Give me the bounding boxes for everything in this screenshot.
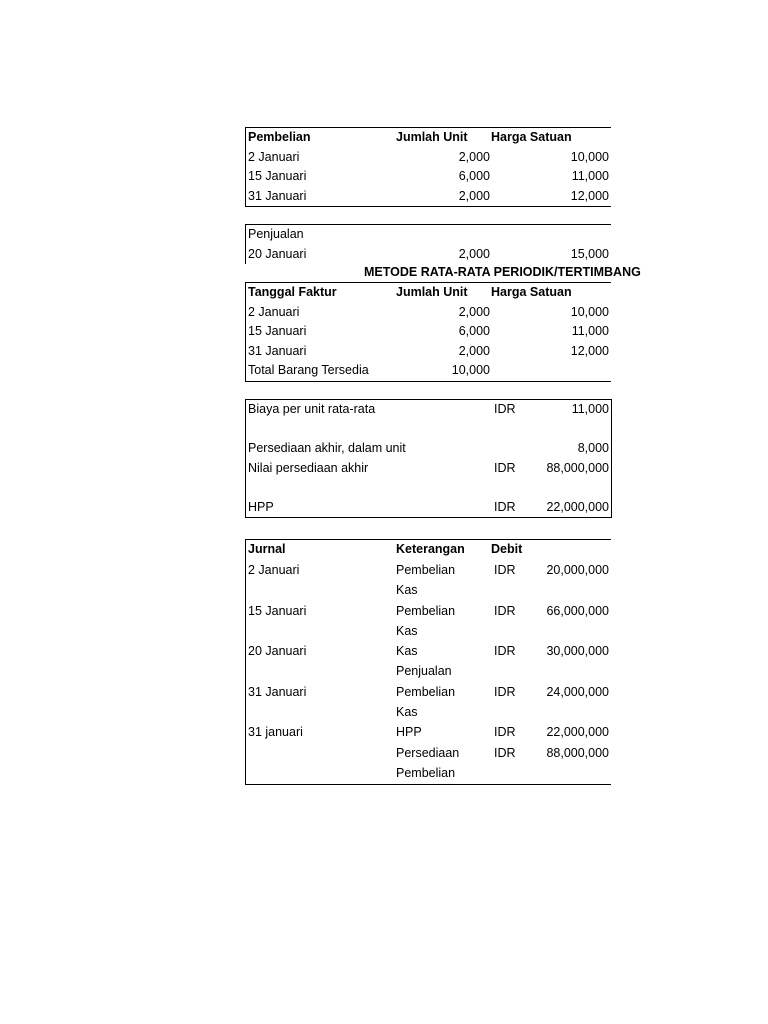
jurnal-header-row: [246, 540, 611, 561]
row-debit: 22,000,000: [546, 725, 609, 740]
row-date: 15 Januari: [248, 169, 307, 183]
table-row: [246, 187, 611, 207]
biaya-currency: IDR: [494, 402, 516, 416]
row-unit: 2,000: [458, 246, 490, 261]
empty-row: [246, 478, 611, 498]
header-debit: Debit: [491, 542, 523, 556]
total-row: [246, 361, 611, 381]
row-unit: 6,000: [458, 169, 490, 183]
table-row: [246, 245, 611, 265]
row-ket: Kas: [396, 705, 418, 720]
table-row: [246, 602, 611, 622]
header-tanggal-faktur: Tanggal Faktur: [248, 285, 337, 299]
row-ket: Persediaan: [396, 745, 460, 760]
row-currency: IDR: [494, 725, 516, 740]
row-currency: IDR: [494, 684, 516, 699]
row-date: 2 Januari: [248, 563, 300, 577]
table-row: [246, 662, 611, 682]
table-row: [246, 744, 611, 764]
row-ket: Kas: [396, 623, 418, 638]
table-row: [246, 322, 611, 342]
pembelian-table: [245, 127, 611, 207]
hpp-value: 22,000,000: [546, 499, 609, 514]
row-date: 31 Januari: [248, 343, 307, 358]
table-row: [246, 642, 611, 662]
nilai-row: [246, 459, 611, 479]
row-debit: 24,000,000: [546, 684, 609, 699]
table-row: [246, 622, 611, 642]
table-row: [246, 148, 611, 168]
pembelian-header-row: [246, 128, 611, 148]
nilai-label: Nilai persediaan akhir: [248, 460, 369, 475]
row-price: 12,000: [570, 188, 609, 203]
row-debit: 66,000,000: [546, 603, 609, 618]
row-date: 31 januari: [248, 725, 303, 740]
penjualan-table: [245, 224, 611, 264]
row-ket: Pembelian: [396, 603, 456, 618]
nilai-value: 88,000,000: [546, 460, 609, 475]
table-row: [246, 683, 611, 703]
row-unit: 2,000: [458, 149, 490, 164]
row-ket: HPP: [396, 725, 422, 740]
row-date: 2 Januari: [248, 149, 300, 164]
row-ket: Pembelian: [396, 563, 456, 577]
row-currency: IDR: [494, 563, 516, 577]
akhir-unit-value: 8,000: [577, 441, 609, 455]
table-row: [246, 581, 611, 601]
header-pembelian: Pembelian: [248, 130, 311, 144]
row-price: 15,000: [570, 246, 609, 261]
row-unit: 2,000: [458, 304, 490, 319]
row-ket: Kas: [396, 644, 418, 659]
table-row: [246, 764, 611, 784]
biaya-value: 11,000: [571, 402, 609, 416]
total-unit: 10,000: [451, 363, 490, 377]
empty-row: [246, 420, 611, 440]
jurnal-table: [245, 539, 611, 785]
row-date: 15 Januari: [248, 603, 307, 618]
header-harga-satuan: Harga Satuan: [491, 285, 572, 299]
akhir-unit-label: Persediaan akhir, dalam unit: [248, 441, 406, 455]
row-date: 31 Januari: [248, 188, 307, 203]
row-date: 20 Januari: [248, 644, 307, 659]
row-ket: Penjualan: [396, 664, 452, 679]
header-harga-satuan: Harga Satuan: [491, 130, 572, 144]
row-date: 2 Januari: [248, 304, 300, 319]
row-ket: Kas: [396, 583, 418, 598]
faktur-table: [245, 282, 611, 382]
row-currency: IDR: [494, 745, 516, 760]
row-price: 10,000: [570, 149, 609, 164]
penjualan-label: Penjualan: [248, 227, 304, 241]
table-row: [246, 723, 611, 743]
row-unit: 6,000: [458, 324, 490, 338]
row-ket: Pembelian: [396, 684, 456, 699]
nilai-currency: IDR: [494, 460, 516, 475]
row-price: 11,000: [571, 169, 609, 183]
header-jumlah-unit: Jumlah Unit: [396, 130, 468, 144]
table-row: [246, 303, 611, 323]
table-row: [246, 167, 611, 187]
row-unit: 2,000: [458, 343, 490, 358]
biaya-label: Biaya per unit rata-rata: [248, 402, 376, 416]
hpp-row: [246, 498, 611, 518]
metode-title: METODE RATA-RATA PERIODIK/TERTIMBANG: [364, 265, 641, 279]
header-keterangan: Keterangan: [396, 542, 465, 556]
row-price: 11,000: [571, 324, 609, 338]
penjualan-label-row: [246, 225, 611, 245]
header-jumlah-unit: Jumlah Unit: [396, 285, 468, 299]
total-label: Total Barang Tersedia: [248, 363, 369, 377]
row-debit: 30,000,000: [546, 644, 609, 659]
row-currency: IDR: [494, 644, 516, 659]
header-jurnal: Jurnal: [248, 542, 286, 556]
row-debit: 20,000,000: [546, 563, 609, 577]
ringkasan-box: [245, 399, 612, 518]
row-date: 31 Januari: [248, 684, 307, 699]
biaya-row: [246, 400, 611, 420]
row-date: 20 Januari: [248, 246, 307, 261]
row-currency: IDR: [494, 603, 516, 618]
hpp-label: HPP: [248, 499, 274, 514]
row-price: 12,000: [570, 343, 609, 358]
akhir-unit-row: [246, 439, 611, 459]
row-debit: 88,000,000: [546, 745, 609, 760]
row-unit: 2,000: [458, 188, 490, 203]
row-ket: Pembelian: [396, 765, 456, 780]
faktur-header-row: [246, 283, 611, 303]
hpp-currency: IDR: [494, 499, 516, 514]
row-date: 15 Januari: [248, 324, 307, 338]
table-row: [246, 703, 611, 723]
metode-title-row: [245, 263, 641, 282]
row-price: 10,000: [570, 304, 609, 319]
table-row: [246, 561, 611, 581]
table-row: [246, 342, 611, 362]
